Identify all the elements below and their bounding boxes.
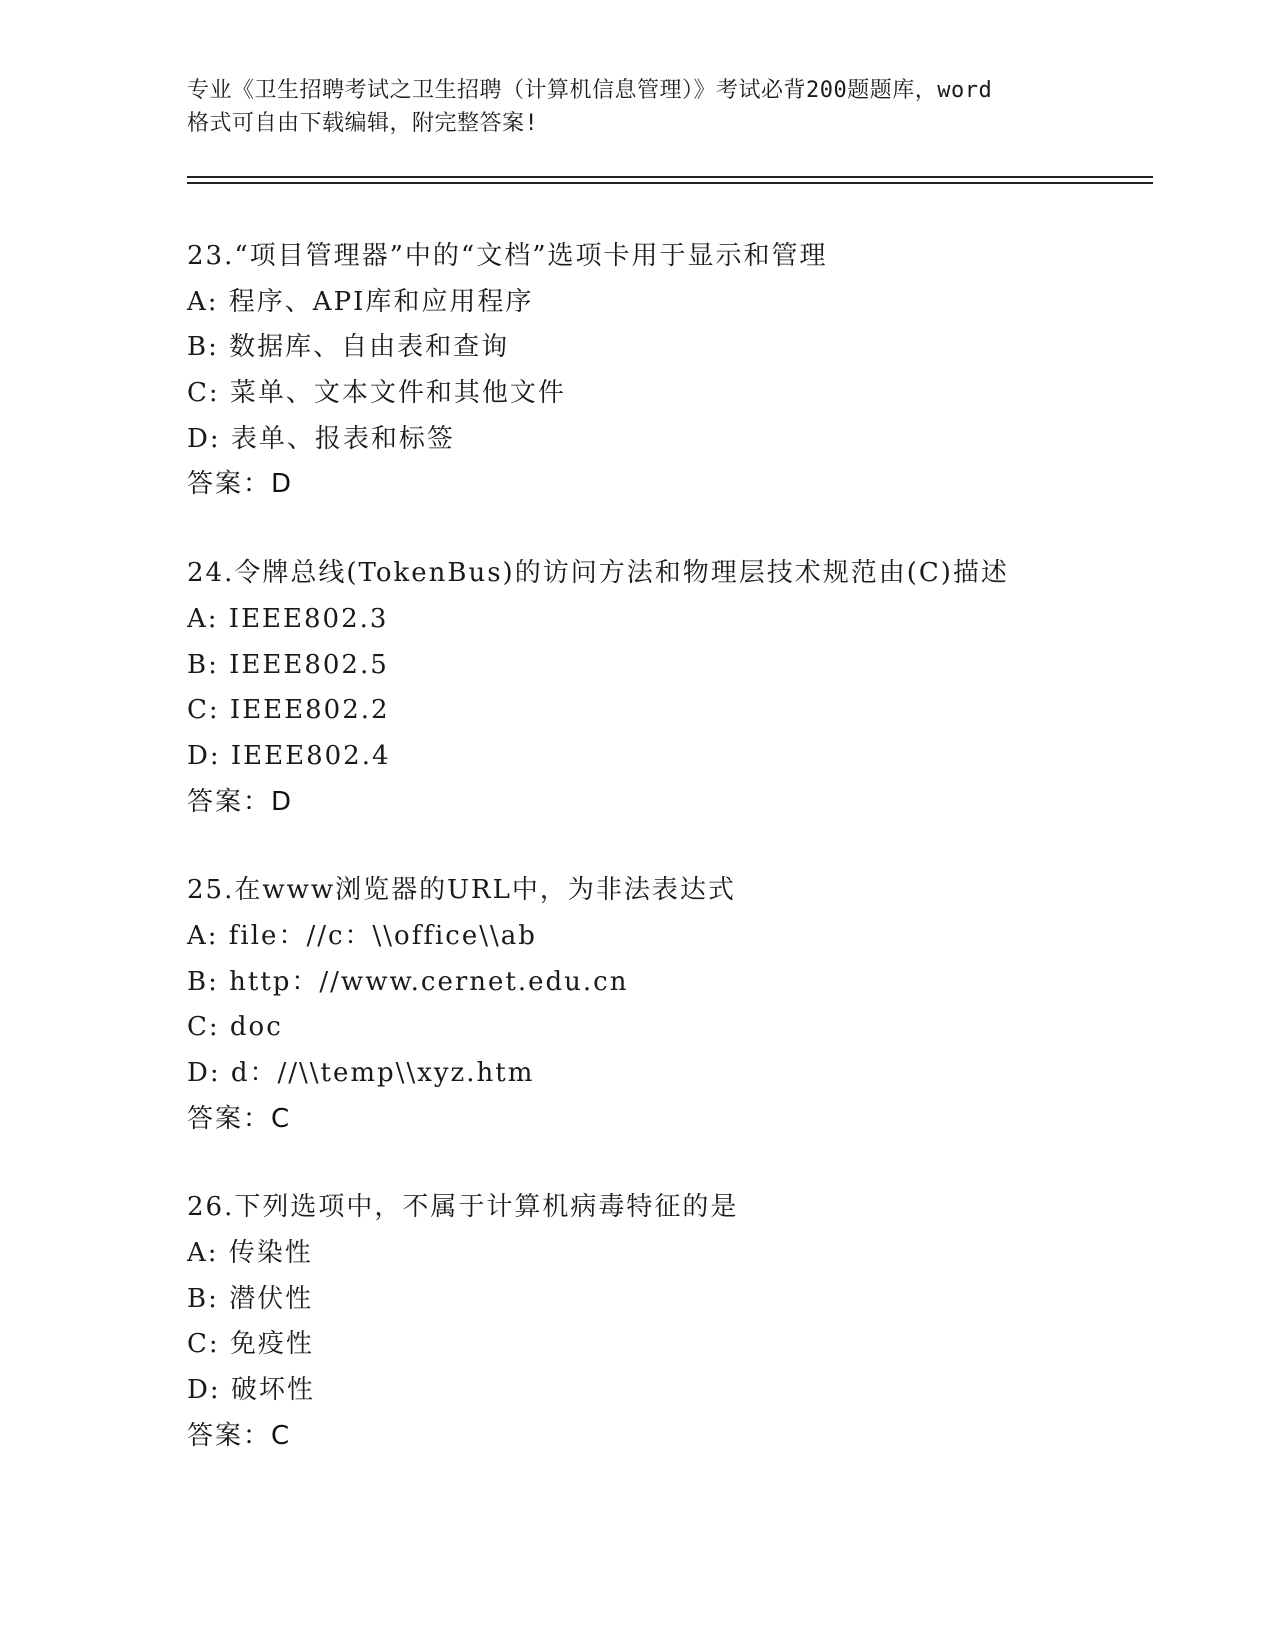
answer-line: 答案：C: [187, 1420, 292, 1451]
answer-line: 答案：D: [187, 786, 294, 817]
option-d: D: IEEE802.4: [187, 740, 391, 771]
option-a: A: 传染性: [187, 1238, 313, 1269]
option-a: A: file：//c：\\office\\ab: [187, 920, 537, 951]
question-24: [187, 551, 1147, 825]
option-c: C: 菜单、文本文件和其他文件: [187, 378, 566, 409]
option-b: B: 数据库、自由表和查询: [187, 332, 510, 363]
question-stem: 23.“项目管理器”中的“文档”选项卡用于显示和管理: [187, 241, 828, 271]
option-d: D: 表单、报表和标签: [187, 423, 455, 454]
answer-line: 答案：D: [187, 469, 294, 500]
option-c: C: IEEE802.2: [187, 695, 390, 726]
header-line-1: 专业《卫生招聘考试之卫生招聘（计算机信息管理）》考试必背200题题库，word: [187, 78, 993, 103]
header-divider-top: [187, 176, 1153, 178]
document-header: [187, 74, 1087, 140]
option-a: A: 程序、API库和应用程序: [187, 286, 534, 317]
option-b: B: http：//www.cernet.edu.cn: [187, 966, 629, 997]
option-d: D: 破坏性: [187, 1375, 315, 1406]
option-b: B: IEEE802.5: [187, 649, 389, 680]
question-stem: 26.下列选项中，不属于计算机病毒特征的是: [187, 1192, 739, 1223]
option-b: B: 潜伏性: [187, 1283, 314, 1314]
question-26: [187, 1185, 1147, 1459]
question-23: [187, 234, 1147, 508]
option-c: C: doc: [187, 1012, 283, 1043]
header-divider-bottom: [187, 182, 1153, 184]
answer-line: 答案：C: [187, 1103, 292, 1134]
question-25: [187, 868, 1147, 1142]
option-d: D: d：//\\temp\\xyz.htm: [187, 1058, 535, 1088]
question-stem: 24.令牌总线(TokenBus)的访问方法和物理层技术规范由(C)描述: [187, 558, 1009, 589]
option-c: C: 免疫性: [187, 1329, 314, 1360]
option-a: A: IEEE802.3: [187, 603, 389, 634]
header-line-2: 格式可自由下载编辑，附完整答案!: [187, 111, 539, 136]
question-list: [187, 234, 1147, 1503]
question-stem: 25.在www浏览器的URL中，为非法表达式: [187, 875, 736, 906]
